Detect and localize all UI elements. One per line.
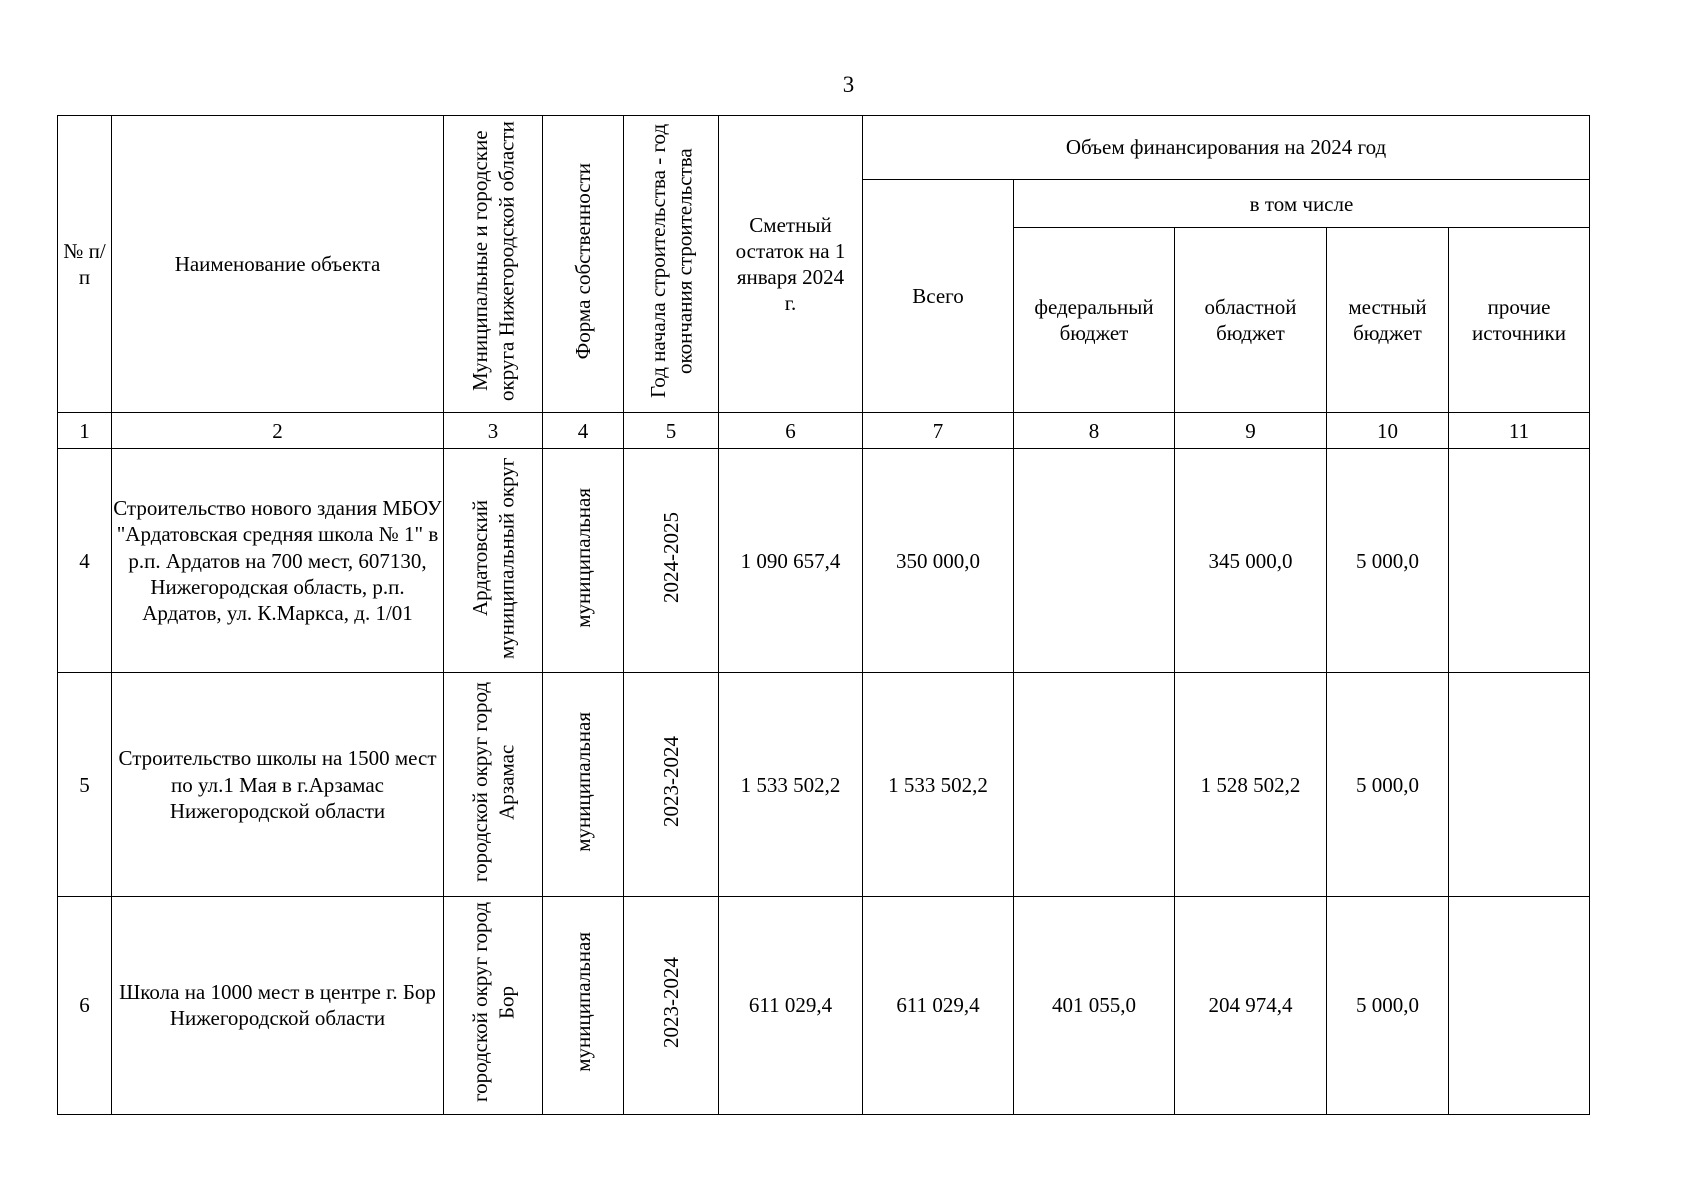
row-years: 2024-2025	[658, 512, 683, 604]
column-number: 1	[58, 413, 112, 449]
column-number-row	[58, 413, 1590, 449]
table-row	[58, 673, 1590, 897]
row-years: 2023-2024	[658, 956, 683, 1048]
column-number: 10	[1327, 413, 1449, 449]
row-years-cell	[624, 449, 719, 673]
row-name: Строительство нового здания МБОУ "Ардатовская средняя школа № 1" в р.п. Ардатов на 700 мест, 607130, Нижегородская область, р.п. Ардатов, ул. К.Маркса, д. 1/01	[112, 449, 444, 673]
page-number: 3	[842, 72, 855, 97]
row-num: 5	[58, 673, 112, 897]
row-ownership-cell	[543, 449, 624, 673]
header-ownership-cell	[543, 116, 624, 413]
header-local: местный бюджет	[1327, 228, 1449, 413]
row-other	[1449, 449, 1590, 673]
row-federal: 401 055,0	[1014, 897, 1175, 1114]
header-including: в том числе	[1014, 180, 1590, 228]
column-number: 4	[543, 413, 624, 449]
column-number: 8	[1014, 413, 1175, 449]
row-total: 350 000,0	[863, 449, 1014, 673]
header-municipality: Муниципальные и городские округа Нижегородской области	[467, 121, 518, 401]
header-other: прочие источники	[1449, 228, 1590, 413]
column-number: 2	[112, 413, 444, 449]
column-number: 7	[863, 413, 1014, 449]
row-estimate: 611 029,4	[719, 897, 863, 1114]
row-other	[1449, 673, 1590, 897]
header-municipality-cell	[444, 116, 543, 413]
row-municipality: городской округ город Арзамас	[467, 681, 518, 882]
row-total: 1 533 502,2	[863, 673, 1014, 897]
header-funding-group: Объем финансирования на 2024 год	[863, 116, 1590, 180]
column-number: 9	[1175, 413, 1327, 449]
row-municipality: городской округ город Бор	[467, 902, 518, 1103]
row-municipality-cell	[444, 673, 543, 897]
header-ownership: Форма собственности	[570, 162, 595, 360]
row-years-cell	[624, 897, 719, 1114]
column-number: 5	[624, 413, 719, 449]
row-name: Школа на 1000 мест в центре г. Бор Нижегородской области	[112, 897, 444, 1114]
row-years: 2023-2024	[658, 736, 683, 828]
row-local: 5 000,0	[1327, 673, 1449, 897]
row-municipality-cell	[444, 449, 543, 673]
row-estimate: 1 533 502,2	[719, 673, 863, 897]
row-regional: 1 528 502,2	[1175, 673, 1327, 897]
row-regional: 204 974,4	[1175, 897, 1327, 1114]
row-municipality: Ардатовский муниципальный округ	[467, 456, 518, 659]
row-ownership-cell	[543, 897, 624, 1114]
header-total: Всего	[863, 180, 1014, 413]
column-number: 3	[444, 413, 543, 449]
row-municipality-cell	[444, 897, 543, 1114]
header-regional: областной бюджет	[1175, 228, 1327, 413]
column-number: 6	[719, 413, 863, 449]
row-years-cell	[624, 673, 719, 897]
row-num: 4	[58, 449, 112, 673]
header-estimate: Сметный остаток на 1 января 2024 г.	[719, 116, 863, 413]
row-other	[1449, 897, 1590, 1114]
table-row	[58, 449, 1590, 673]
header-federal: федеральный бюджет	[1014, 228, 1175, 413]
row-local: 5 000,0	[1327, 897, 1449, 1114]
row-num: 6	[58, 897, 112, 1114]
row-federal	[1014, 673, 1175, 897]
row-name: Строительство школы на 1500 мест по ул.1 Мая в г.Арзамас Нижегородской области	[112, 673, 444, 897]
row-ownership: муниципальная	[570, 932, 595, 1073]
row-regional: 345 000,0	[1175, 449, 1327, 673]
row-local: 5 000,0	[1327, 449, 1449, 673]
table-row	[58, 897, 1590, 1114]
row-estimate: 1 090 657,4	[719, 449, 863, 673]
row-federal	[1014, 449, 1175, 673]
row-ownership: муниципальная	[570, 711, 595, 852]
row-ownership-cell	[543, 673, 624, 897]
header-num: № п/п	[58, 116, 112, 413]
row-total: 611 029,4	[863, 897, 1014, 1114]
funding-table	[57, 115, 1590, 1115]
header-name: Наименование объекта	[112, 116, 444, 413]
row-ownership: муниципальная	[570, 487, 595, 628]
header-years-cell	[624, 116, 719, 413]
column-number: 11	[1449, 413, 1590, 449]
header-years: Год начала строительства - год окончания строительства	[645, 123, 696, 399]
